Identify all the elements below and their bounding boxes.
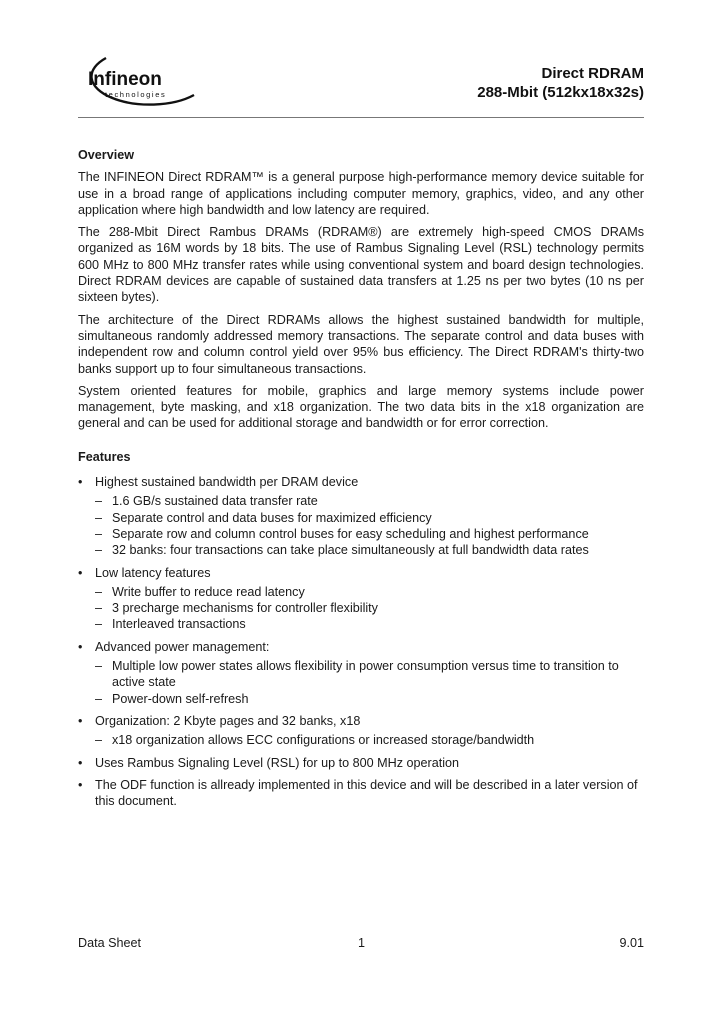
bullet-icon: • bbox=[78, 755, 83, 770]
bullet-icon: • bbox=[78, 565, 83, 580]
features-list bbox=[78, 474, 644, 809]
footer-doc-type: Data Sheet bbox=[78, 936, 142, 950]
overview-paragraph: The architecture of the Direct RDRAMs allows the highest sustained bandwidth for multiple, simultaneous randomly addressed memory transactions. The separate control and data buses with independent row and column control yield over 95% bus efficiency. The Direct RDRAM's thirty-two banks support up to four simultaneous transactions. bbox=[78, 312, 644, 376]
bullet-icon: • bbox=[78, 639, 83, 654]
infineon-logo bbox=[72, 52, 202, 110]
feature-item bbox=[78, 565, 644, 633]
sub-item: – Separate control and data buses for maximized efficiency bbox=[95, 510, 432, 525]
feature-item bbox=[78, 755, 644, 771]
feature-text: Advanced power management: bbox=[95, 639, 270, 654]
dash-icon: – bbox=[95, 510, 103, 525]
main-content bbox=[78, 147, 644, 815]
dash-icon: – bbox=[95, 584, 103, 599]
dash-icon: – bbox=[95, 526, 103, 541]
logo-tagline: technologies bbox=[105, 90, 167, 99]
sub-item: – x18 organization allows ECC configurations or increased storage/bandwidth bbox=[95, 733, 535, 748]
sub-item: – Power-down self-refresh bbox=[95, 691, 249, 706]
dash-icon: – bbox=[95, 494, 103, 509]
title-line-1: Direct RDRAM bbox=[541, 65, 644, 82]
feature-sublist bbox=[95, 732, 644, 748]
overview-heading: Overview bbox=[78, 148, 135, 162]
sub-item: – Multiple low power states allows flexibility in power consumption versus time to transition to active state bbox=[95, 659, 619, 690]
sub-item: – Separate row and column control buses for easy scheduling and highest performance bbox=[95, 526, 589, 541]
dash-icon: – bbox=[95, 691, 103, 706]
bullet-icon: • bbox=[78, 475, 83, 490]
feature-item bbox=[78, 639, 644, 707]
sub-item: – 3 precharge mechanisms for controller flexibility bbox=[95, 601, 378, 616]
page-number: 1 bbox=[358, 936, 366, 950]
title-line-2: 288-Mbit (512kx18x32s) bbox=[477, 84, 644, 101]
footer-date: 9.01 bbox=[619, 936, 644, 950]
feature-text: Organization: 2 Kbyte pages and 32 banks, x18 bbox=[95, 713, 361, 728]
feature-sublist bbox=[95, 658, 644, 707]
overview-paragraph: System oriented features for mobile, graphics and large memory systems include power management, byte masking, and x18 organization. The two data bits in the x18 organization are general and can be used for additional storage and bandwidth or for error correction. bbox=[78, 383, 644, 431]
logo-wordmark: Infineon bbox=[88, 69, 162, 90]
feature-item bbox=[78, 474, 644, 558]
feature-text: Uses Rambus Signaling Level (RSL) for up to 800 MHz operation bbox=[95, 755, 460, 770]
overview-paragraph: The 288-Mbit Direct Rambus DRAMs (RDRAM®) are extremely high-speed CMOS DRAMs organized as 16M words by 18 bits. The use of Rambus Signaling Level (RSL) technology permits 600 MHz to 800 MHz transfer rates while using conventional system and board design technologies. Direct RDRAM devices are capable of sustained data transfers at 1.25 ns per two bytes (10 ns per sixteen bytes). bbox=[78, 225, 644, 305]
dash-icon: – bbox=[95, 733, 103, 748]
sub-item: – 32 banks: four transactions can take place simultaneously at full bandwidth data rates bbox=[95, 543, 589, 558]
feature-sublist bbox=[95, 584, 644, 633]
overview-paragraph: The INFINEON Direct RDRAM™ is a general purpose high-performance memory device suitable for use in a broad range of applications including computer memory, graphics, video, and any other application where high bandwidth and low latency are required. bbox=[78, 170, 644, 217]
bullet-icon: • bbox=[78, 713, 83, 728]
feature-text: Highest sustained bandwidth per DRAM device bbox=[95, 475, 359, 490]
feature-item bbox=[78, 777, 644, 810]
feature-text: Low latency features bbox=[95, 565, 211, 580]
sub-item: – Write buffer to reduce read latency bbox=[95, 584, 305, 599]
dash-icon: – bbox=[95, 543, 103, 558]
feature-sublist bbox=[95, 493, 644, 558]
header-divider bbox=[78, 117, 644, 118]
sub-item: – Interleaved transactions bbox=[95, 617, 246, 632]
dash-icon: – bbox=[95, 601, 103, 616]
document-title bbox=[477, 64, 644, 102]
sub-item: – 1.6 GB/s sustained data transfer rate bbox=[95, 494, 318, 509]
bullet-icon: • bbox=[78, 777, 83, 792]
features-heading: Features bbox=[78, 449, 131, 464]
dash-icon: – bbox=[95, 659, 103, 674]
dash-icon: – bbox=[95, 617, 103, 632]
feature-item bbox=[78, 713, 644, 749]
feature-text: The ODF function is allready implemented in this device and will be described in a later version of this document. bbox=[95, 777, 638, 809]
